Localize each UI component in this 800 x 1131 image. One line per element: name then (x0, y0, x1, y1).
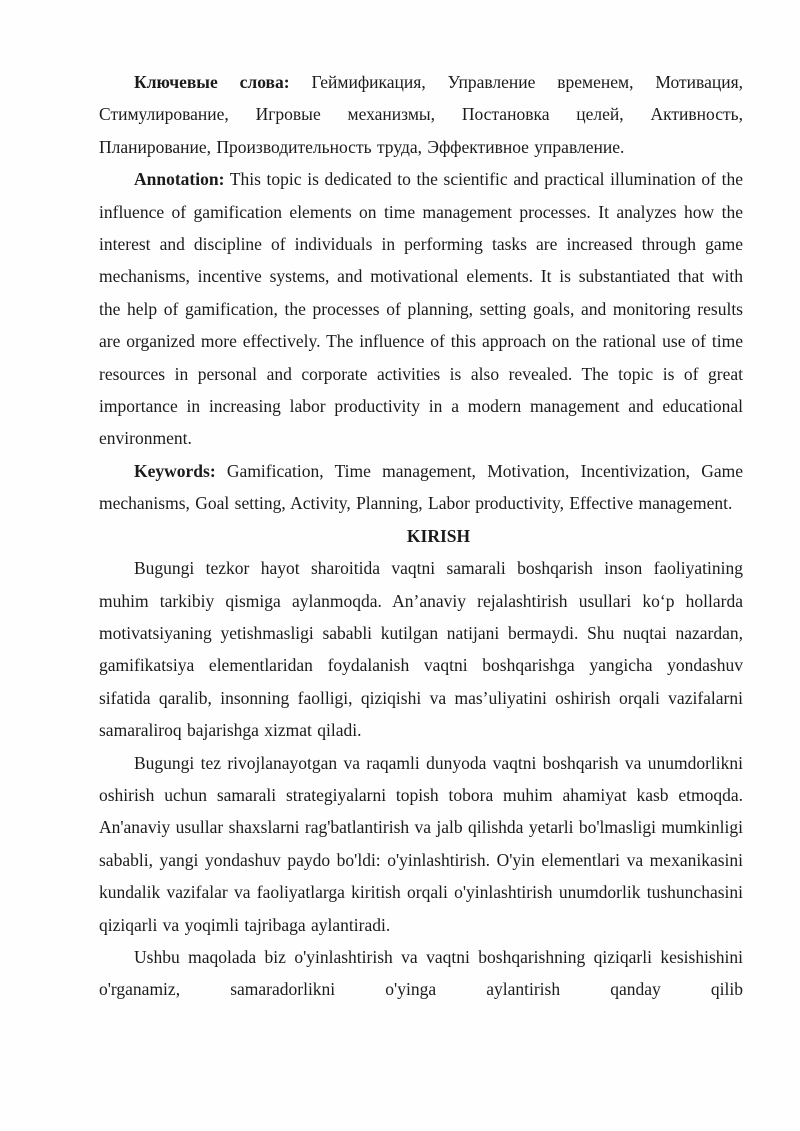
paragraph-keywords-english (99, 455, 743, 520)
annotation-label: Annotation: (134, 169, 225, 190)
keywords-english-text: Gamification, Time management, Motivation, Incentivization, Game mechanisms, Goal setting, Activity, Planning, Labor productivity, Effective management. (99, 460, 743, 514)
paragraph-intro-1: Bugungi tezkor hayot sharoitida vaqtni samarali boshqarish inson faoliyatining muhim tarkibiy qismiga aylanmoqda. An’anaviy rejalashtirish usullari ko‘p hollarda motivatsiyaning yetishmasligi sababli kutilgan natijani bermaydi. Shu nuqtai nazardan, gamifikatsiya elementlaridan foydalanish vaqtni boshqarishga yangicha yondashuv sifatida qaralib, insonning faolligi, qiziqishi va mas’uliyatini oshirish orqali vazifalarni samaraliroq bajarishga xizmat qiladi. (99, 558, 743, 741)
paragraph-intro-2: Bugungi tez rivojlanayotgan va raqamli dunyoda vaqtni boshqarish va unumdorlikni oshirish uchun samarali strategiyalarni topish tobora muhim ahamiyat kasb etmoqda. An'anaviy usullar shaxslarni rag'batlantirish va jalb qilishda yetarli bo'lmasligi mumkinligi sababli, yangi yondashuv paydo bo'ldi: o'yinlashtirish. O'yin elementlari va mexanikasini kundalik vazifalar va faoliyatlarga kiritish orqali o'yinlashtirish unumdorlik tushunchasini qiziqarli va yoqimli tajribaga aylantiradi. (99, 752, 743, 935)
keywords-russian-text: Геймификация, Управление временем, Мотивация, Стимулирование, Игровые механизмы, Постановка целей, Активность, Планирование, Производительность труда, Эффективное управление. (99, 72, 743, 157)
keywords-russian-label: Ключевые слова: (134, 72, 290, 92)
keywords-english-label: Keywords: (134, 460, 216, 481)
section-heading-kirish: KIRISH (406, 525, 471, 546)
paragraph-intro-3: Ushbu maqolada biz o'yinlashtirish va vaqtni boshqarishning qiziqarli kesishishini o'rganamiz, samaradorlikni o'yinga aylantirish qanday qilib (99, 946, 743, 1000)
paragraph-annotation (99, 163, 743, 455)
annotation-text: This topic is dedicated to the scientific and practical illumination of the influence of gamification elements on time management processes. It analyzes how the interest and discipline of individuals in performing tasks are increased through game mechanisms, incentive systems, and motivational elements. It is substantiated that with the help of gamification, the processes of planning, setting goals, and monitoring results are organized more effectively. The influence of this approach on the rational use of time resources in personal and corporate activities is also revealed. The topic is of great importance in increasing labor productivity in a modern management and educational environment. (99, 169, 743, 449)
paragraph-keywords-russian (99, 66, 743, 163)
